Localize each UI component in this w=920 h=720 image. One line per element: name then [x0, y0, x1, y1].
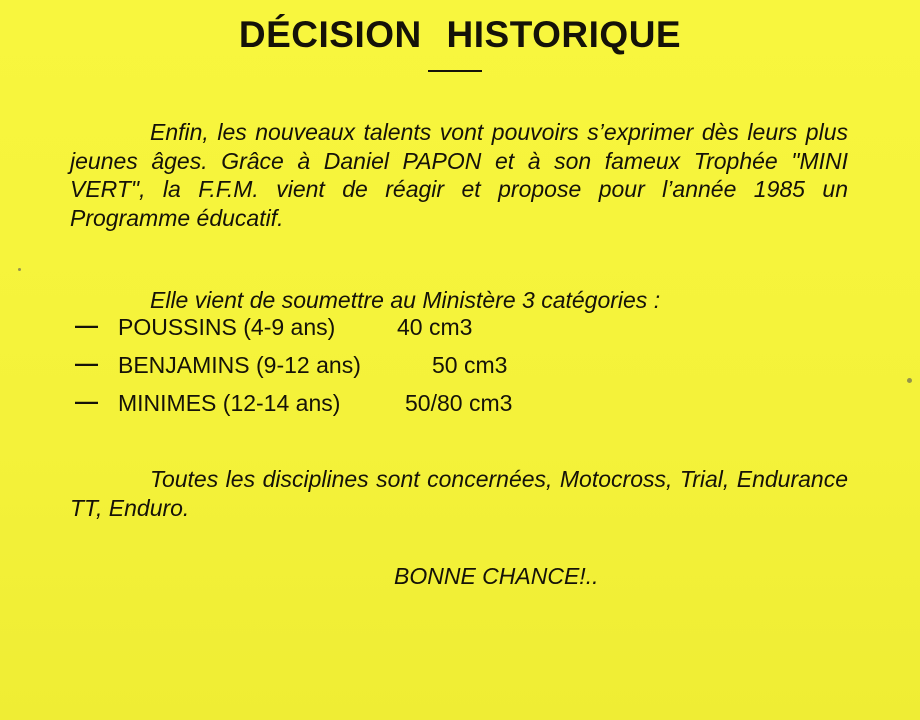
- category-dash: —: [75, 388, 98, 414]
- category-name: BENJAMINS (9-12 ans): [118, 352, 361, 378]
- closing-line: BONNE CHANCE!..: [394, 563, 599, 589]
- category-dash: —: [75, 350, 98, 376]
- category-volume: 50 cm3: [432, 352, 508, 378]
- category-dash: —: [75, 312, 98, 338]
- category-volume: 40 cm3: [397, 314, 473, 340]
- paragraph-disciplines: Toutes les disciplines sont concernées, Motocross, Trial, Endurance TT, Enduro.: [70, 466, 848, 521]
- category-volume: 50/80 cm3: [405, 390, 513, 416]
- title-divider: [428, 70, 482, 72]
- paragraph-categories-intro: Elle vient de soumettre au Ministère 3 catégories :: [150, 287, 661, 313]
- category-name: POUSSINS (4-9 ans): [118, 314, 336, 340]
- page-title: DÉCISION HISTORIQUE: [238, 14, 682, 55]
- category-name: MINIMES (12-14 ans): [118, 390, 341, 416]
- print-speck: [18, 268, 21, 271]
- paragraph-intro: Enfin, les nouveaux talents vont pouvoirs s’exprimer dès leurs plus jeunes âges. Grâce à Daniel PAPON et à son fameux Trophée "MINI VERT", la F.F.M. vient de réagir et propose pour l’année 1985 un Programme éducatif.: [70, 119, 848, 231]
- print-speck: [907, 378, 912, 383]
